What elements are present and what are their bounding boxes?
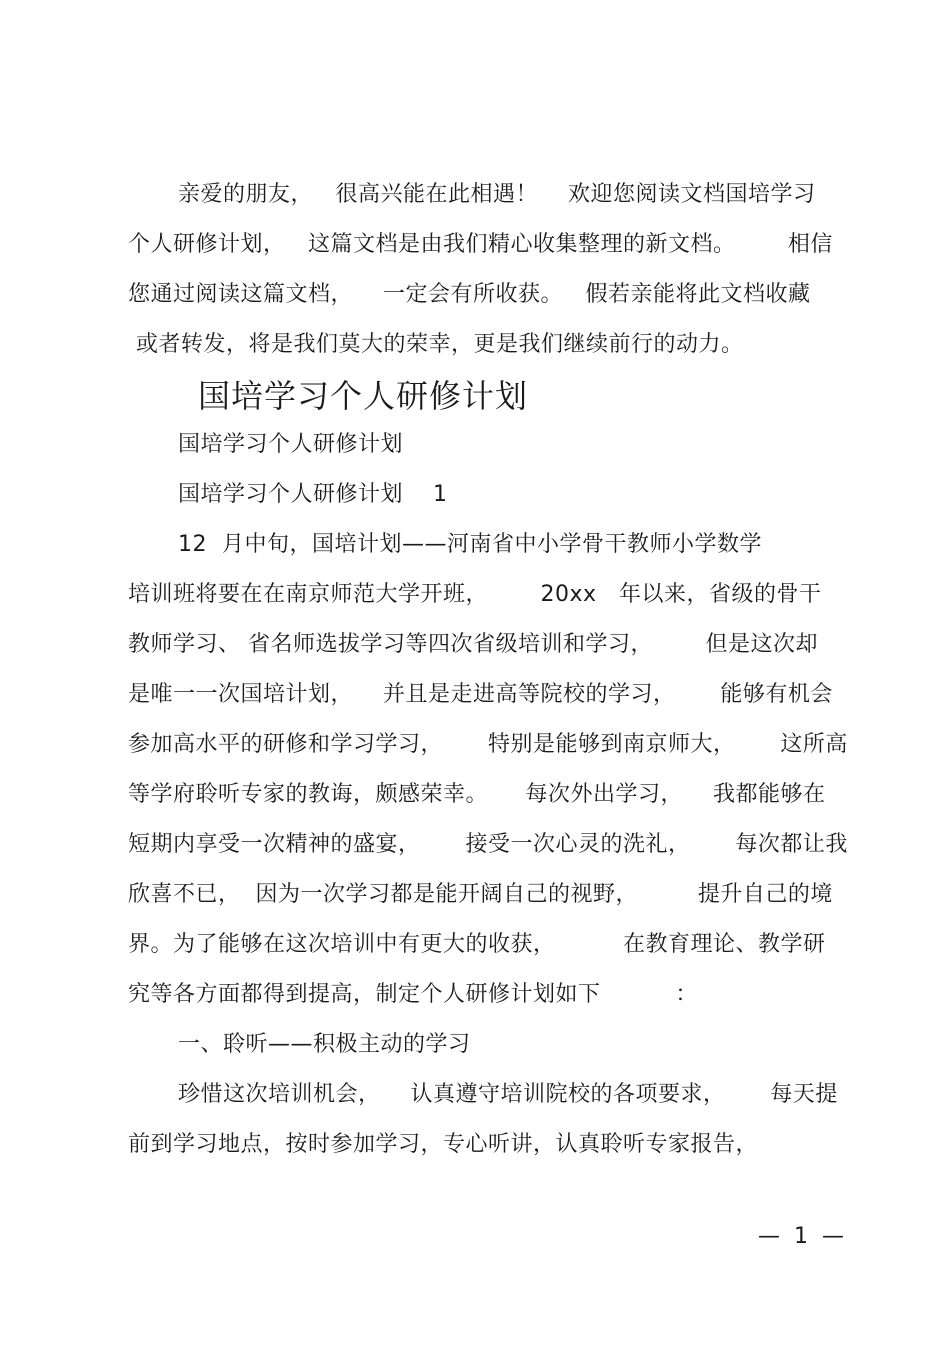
intro-line-4: 或者转发，将是我们莫大的荣幸，更是我们继续前行的动力。 <box>136 332 744 357</box>
paragraph2-line-1: 珍惜这次培训机会， 认真遵守培训院校的各项要求， 每天提 <box>178 1082 838 1107</box>
paragraph2-line-2: 前到学习地点，按时参加学习，专心听讲，认真聆听专家报告， <box>128 1132 759 1157</box>
paragraph1-line-6: 等学府聆听专家的教诲，颇感荣幸。 每次外出学习， 我都能够在 <box>128 782 826 807</box>
paragraph1-line-10: 究等各方面都得到提高，制定个人研修计划如下 ： <box>128 982 698 1007</box>
section1-heading: 一、聆听——积极主动的学习 <box>178 1032 471 1057</box>
intro-line-2: 个人研修计划， 这篇文档是由我们精心收集整理的新文档。 相信 <box>128 232 833 257</box>
paragraph1-line-8: 欣喜不已， 因为一次学习都是能开阔自己的视野， 提升自己的境 <box>128 882 833 907</box>
paragraph1-line-5: 参加高水平的研修和学习学习， 特别是能够到南京师大， 这所高 <box>128 732 848 757</box>
document-title: 国培学习个人研修计划 <box>198 377 529 415</box>
section-heading: 国培学习个人研修计划 1 <box>178 482 448 507</box>
paragraph1-line-4: 是唯一一次国培计划， 并且是走进高等院校的学习， 能够有机会 <box>128 682 833 707</box>
document-subtitle: 国培学习个人研修计划 <box>178 432 404 457</box>
intro-line-3: 您通过阅读这篇文档， 一定会有所收获。 假若亲能将此文档收藏 <box>128 282 811 307</box>
paragraph1-line-7: 短期内享受一次精神的盛宴， 接受一次心灵的洗礼， 每次都让我 <box>128 832 848 857</box>
page-number: — 1 — <box>758 1224 844 1249</box>
intro-line-1: 亲爱的朋友， 很高兴能在此相遇！ 欢迎您阅读文档国培学习 <box>178 182 816 207</box>
paragraph1-line-9: 界。为了能够在这次培训中有更大的收获， 在教育理论、教学研 <box>128 932 826 957</box>
paragraph1-line-2: 培训班将要在在南京师范大学开班， 20xx 年以来，省级的骨干 <box>128 582 822 607</box>
paragraph1-line-3: 教师学习、 省名师选拔学习等四次省级培训和学习， 但是这次却 <box>128 632 818 657</box>
paragraph1-line-1: 12 月中旬，国培计划——河南省中小学骨干教师小学数学 <box>178 532 762 557</box>
